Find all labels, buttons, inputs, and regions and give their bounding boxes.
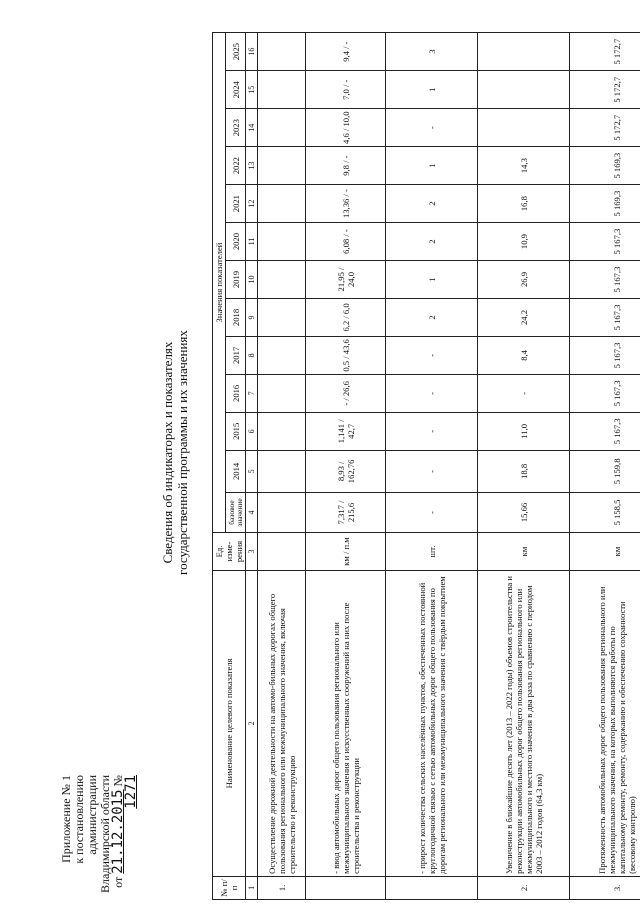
row-year-value: 26,9 [478,261,570,299]
index-cell: 15 [246,71,258,109]
row-year-value: 14,3 [478,147,570,185]
head-base: базовое значение [226,492,246,532]
head-year: 2023 [226,109,246,147]
row-year-value: - [386,109,478,147]
index-cell: 14 [246,109,258,147]
head-year: 2016 [226,374,246,412]
index-cell: 6 [246,412,258,450]
head-unit: Ед. изме-рения [213,533,246,571]
row-base-value: 5 158,5 [570,492,640,532]
row-year-value: 1 [386,71,478,109]
head-year: 2021 [226,185,246,223]
head-year: 2022 [226,147,246,185]
row-indicator-name: Осуществление дорожной деятельности на автомо-бильных дорогах общего пользования регионального или межмуниципального значения, включая строительство и реконструкцию [258,570,306,876]
index-cell: 3 [246,533,258,571]
row-indicator-name: - ввод автомобильных дорог общего пользования регионального или межмуниципального значения и искусственных сооружений на них после строительства и реконструкции [306,570,386,876]
head-year: 2020 [226,223,246,261]
row-year-value: 18,8 [478,450,570,492]
row-year-value [258,147,306,185]
index-cell: 10 [246,261,258,299]
index-cell: 12 [246,185,258,223]
head-year: 2015 [226,412,246,450]
date-value: 21.12.2015 [110,789,126,874]
row-year-value: 6,08 / - [306,223,386,261]
row-year-value: - [386,336,478,374]
row-year-value [258,412,306,450]
row-year-value: 0,5 / 43,6 [306,336,386,374]
index-cell: 11 [246,223,258,261]
row-year-value: 16,8 [478,185,570,223]
appendix-line3: Владимирской области [98,775,112,893]
row-year-value: 8,4 [478,336,570,374]
head-year: 2017 [226,336,246,374]
table-row [478,33,570,900]
head-year: 2014 [226,450,246,492]
number-sign: № [111,775,125,787]
appendix-line2: к постановлению администрации [72,775,99,864]
row-year-value: - / 26,6 [306,374,386,412]
index-row [246,33,258,900]
row-year-value: - [386,412,478,450]
row-year-value: 2 [386,185,478,223]
title-line1: Сведения об индикаторах и показателях [160,341,175,564]
row-year-value: 5 159,8 [570,450,640,492]
row-unit: км [478,533,570,571]
appendix-line1: Приложение № 1 [59,775,73,863]
row-indicator-name: Протяженность автомобильных дорог общего пользования регионального или межмуниципального значения, на которых выполняются работы по капитальному ремонту, ремонту, содержанию и обеспечению сохранности (весовому контролю) [570,570,640,876]
row-year-value: 4,6 / 10,0 [306,109,386,147]
row-year-value: 5 169,3 [570,147,640,185]
row-year-value: 5 167,3 [570,412,640,450]
row-unit [258,533,306,571]
row-year-value [258,71,306,109]
row-year-value: 21,95 / 24,0 [306,261,386,299]
row-year-value: 5 167,3 [570,374,640,412]
row-year-value [478,33,570,71]
row-year-value [478,71,570,109]
row-year-value: 1 [386,147,478,185]
number-value: 1271 [123,775,139,809]
row-year-value: 13,36 / - [306,185,386,223]
table-row [258,33,306,900]
row-year-value: 1,141 / 42,7 [306,412,386,450]
row-indicator-name: - прирост количества сельских населённых пунктов, обеспеченных постоянной круглогодичной связью с сетью автомобильных дорог общего пользования по дорогам регионального или межмуниципального значения с твёрдым покрытием [386,570,478,876]
row-year-value: 1 [386,261,478,299]
row-year-value [258,336,306,374]
index-cell: 13 [246,147,258,185]
table-body [258,33,640,900]
row-year-value [258,450,306,492]
row-year-value: - [478,374,570,412]
index-cell: 4 [246,492,258,532]
head-num: № п/п [213,876,246,899]
row-number [386,876,478,899]
row-year-value: 5 172,7 [570,71,640,109]
index-cell: 9 [246,298,258,336]
row-year-value [258,109,306,147]
index-cell: 7 [246,374,258,412]
date-prefix: от [111,876,125,888]
head-year: 2018 [226,298,246,336]
index-cell: 5 [246,450,258,492]
table-row [386,33,478,900]
appendix-block [60,775,138,905]
row-unit: км / п.м [306,533,386,571]
row-year-value: 7,0 / - [306,71,386,109]
head-year: 2019 [226,261,246,299]
row-year-value: 10,9 [478,223,570,261]
index-cell: 8 [246,336,258,374]
row-year-value [258,298,306,336]
row-year-value: 5 169,3 [570,185,640,223]
row-year-value: 5 172,7 [570,109,640,147]
head-year: 2024 [226,71,246,109]
table-row [306,33,386,900]
row-number: 3. [570,876,640,899]
row-unit: км [570,533,640,571]
row-year-value: 24,2 [478,298,570,336]
row-year-value [258,185,306,223]
row-number: 2. [478,876,570,899]
row-indicator-name: Увеличение в ближайшие десять лет (2013 – 2022 годы) объемов строительства и реконструкции автомобильных дорог общего пользования регионального или межмуниципального и местного значения в два раза по сравнению с периодом 2003 – 2012 годов (64,3 км) [478,570,570,876]
row-year-value: 5 167,3 [570,336,640,374]
row-base-value [258,492,306,532]
index-cell: 16 [246,33,258,71]
row-year-value: 5 167,3 [570,298,640,336]
row-year-value [258,374,306,412]
row-year-value [258,261,306,299]
row-year-value: 8,93 / 162,76 [306,450,386,492]
row-year-value: 2 [386,298,478,336]
row-year-value: 11,0 [478,412,570,450]
head-year: 2025 [226,33,246,71]
row-year-value [258,33,306,71]
row-year-value [478,109,570,147]
index-cell: 2 [246,570,258,876]
row-year-value [258,223,306,261]
row-year-value: 5 172,7 [570,33,640,71]
head-name: Наименование целевого показателя [213,570,246,876]
row-base-value: - [386,492,478,532]
row-base-value: 15,66 [478,492,570,532]
row-year-value: 9,8 / - [306,147,386,185]
row-year-value: 9,4 / - [306,33,386,71]
row-year-value: 5 167,3 [570,261,640,299]
row-year-value: 5 167,3 [570,223,640,261]
row-number [306,876,386,899]
row-unit: шт. [386,533,478,571]
row-base-value: 7,317 / 215,6 [306,492,386,532]
header-row-1 [213,33,226,900]
index-cell: 1 [246,876,258,899]
indicators-table [212,32,640,900]
head-values: Значения показателей [213,33,226,533]
row-year-value: 2 [386,223,478,261]
title-line2: государственной программы и их значениях [175,330,190,575]
row-number: 1. [258,876,306,899]
row-year-value: 6,2 / 6,0 [306,298,386,336]
row-year-value: - [386,374,478,412]
row-year-value: - [386,450,478,492]
table-row [570,33,640,900]
appendix-date-line [112,775,138,905]
row-year-value: 3 [386,33,478,71]
